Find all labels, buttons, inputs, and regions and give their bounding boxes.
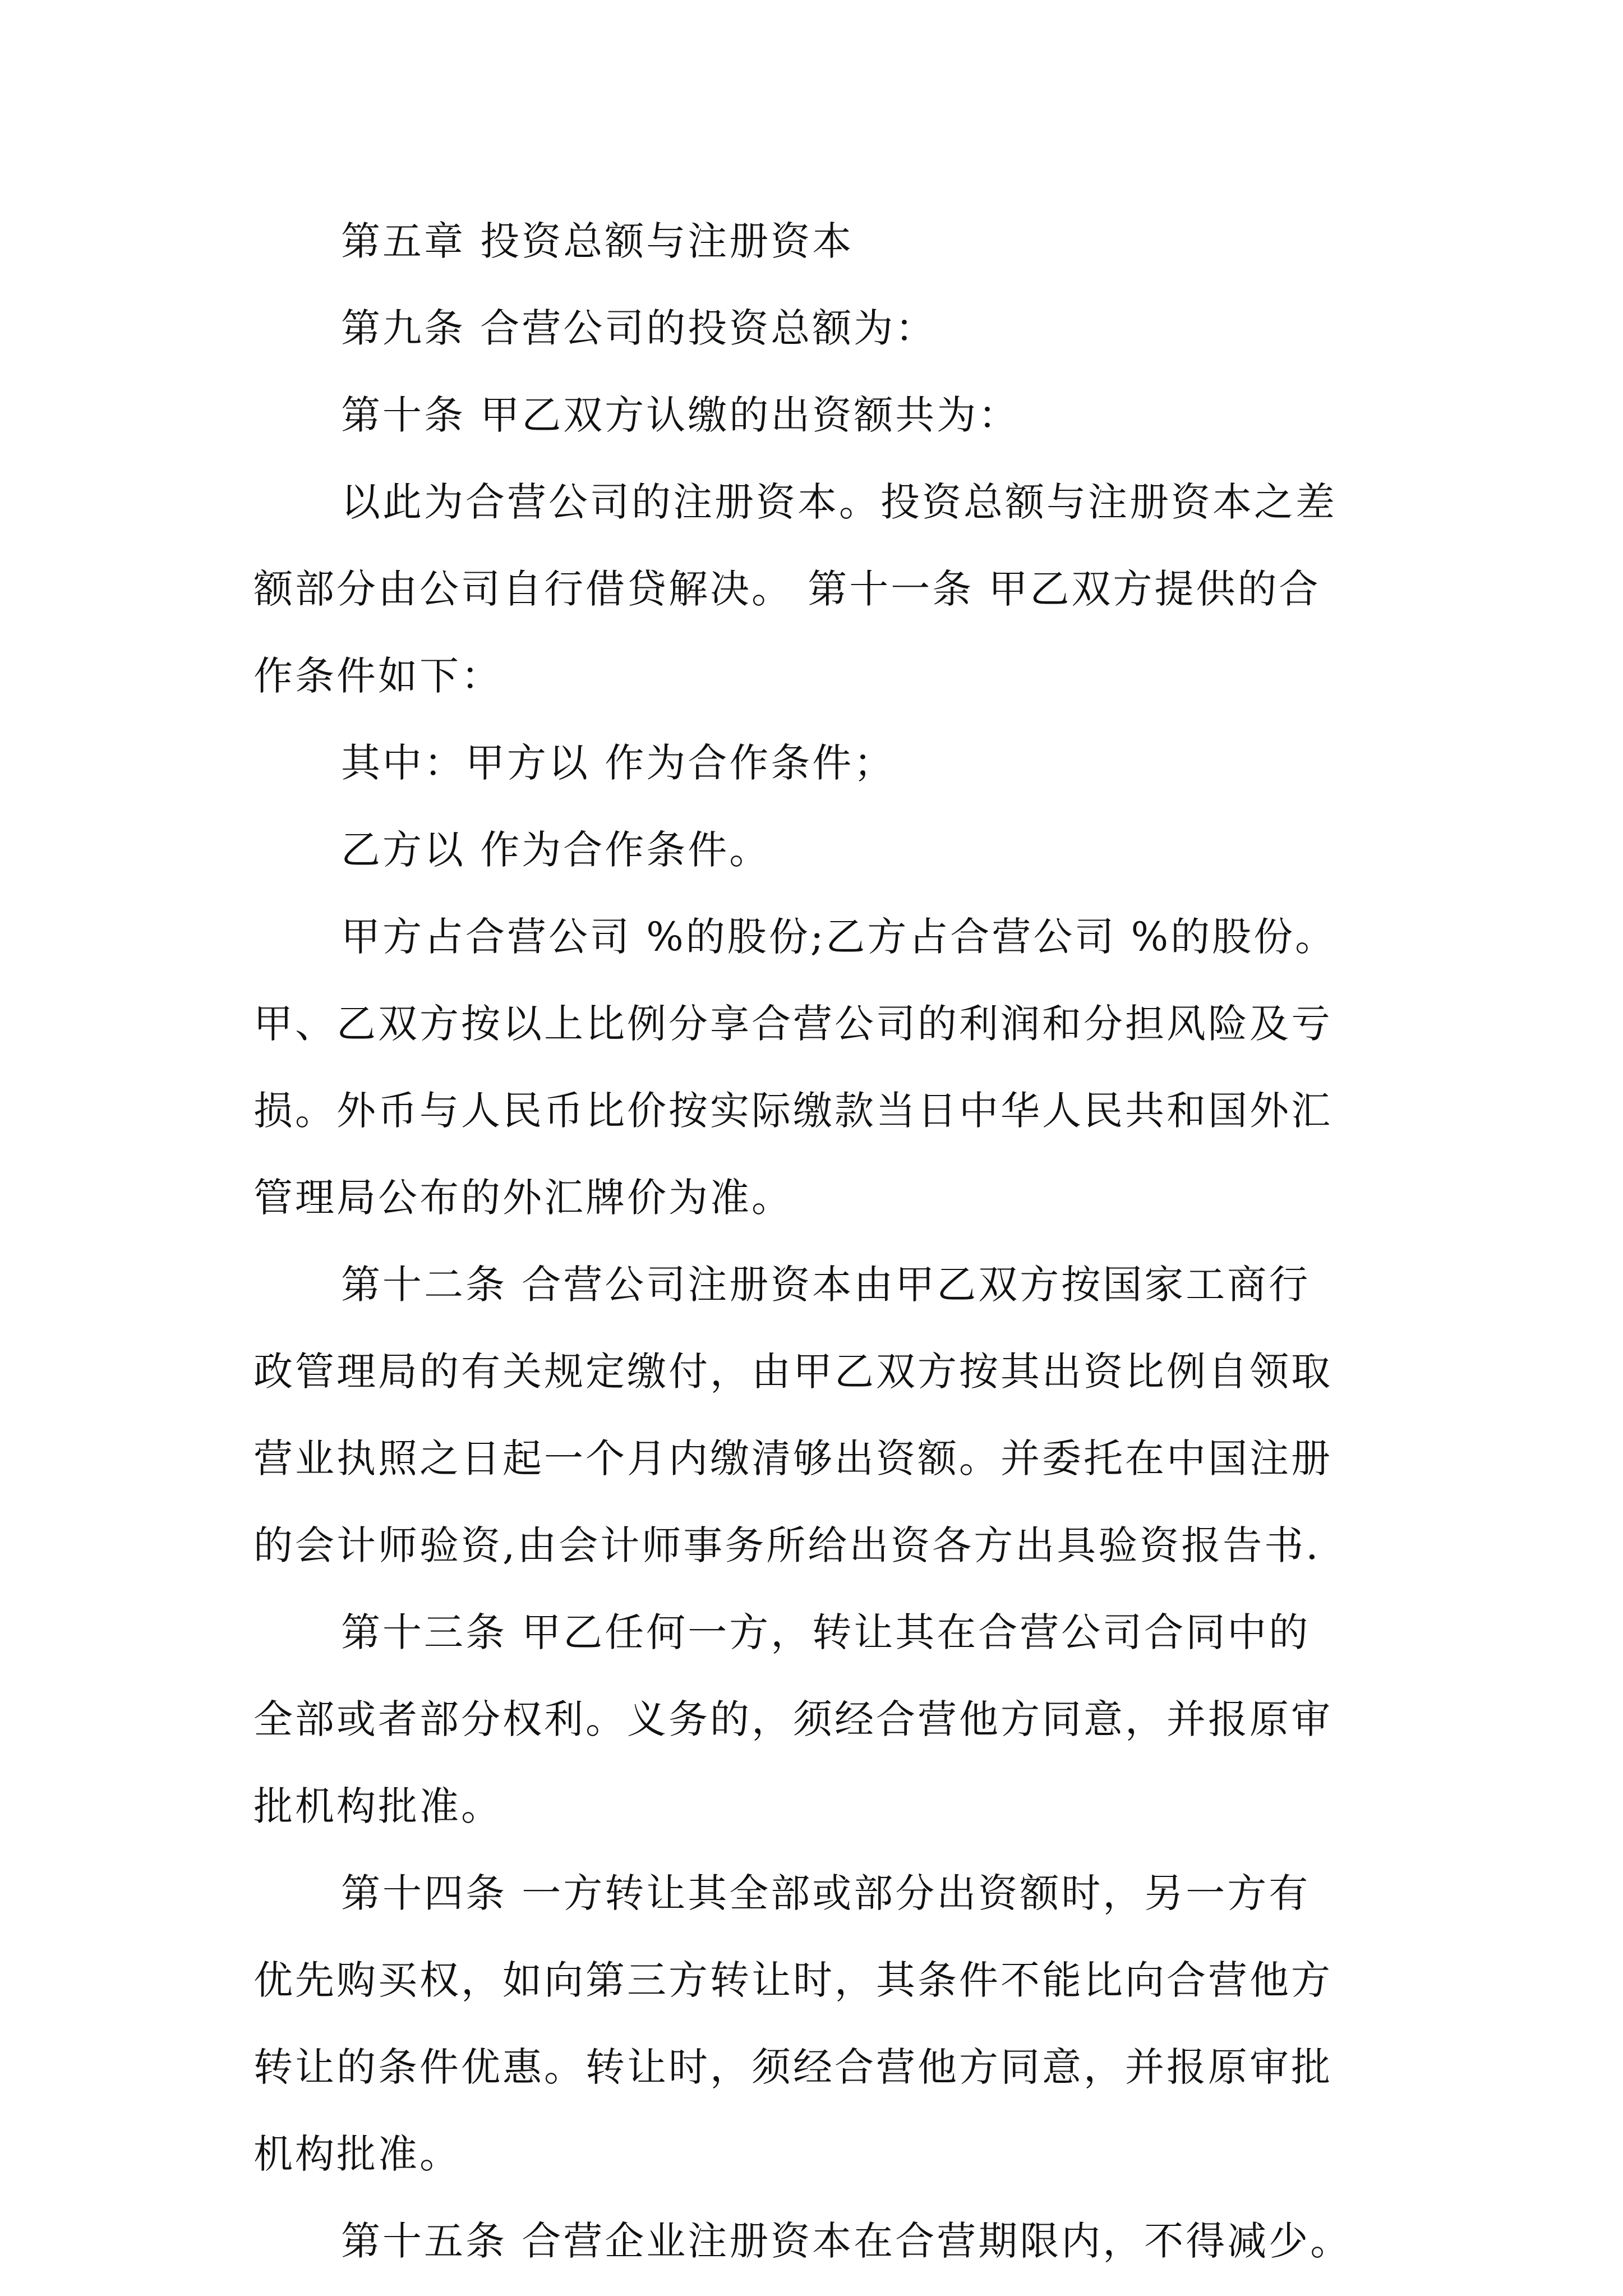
text-line: 全部或者部分权利。义务的，须经合营他方同意，并报原审 <box>253 1696 1332 1742</box>
text-line: 甲、乙双方按以上比例分享合营公司的利润和分担风险及亏 <box>253 1001 1332 1047</box>
text-line: 政管理局的有关规定缴付，由甲乙双方按其出资比例自领取 <box>253 1349 1332 1395</box>
text-line: 机构批准。 <box>253 2131 461 2177</box>
text-line: 第九条 合营公司的投资总额为： <box>341 305 937 351</box>
text-line: 管理局公布的外汇牌价为准。 <box>253 1175 793 1221</box>
text-line: 优先购买权，如向第三方转让时，其条件不能比向合营他方 <box>253 1957 1332 2003</box>
document-body <box>253 198 1375 2285</box>
text-line: 作条件如下： <box>253 653 502 699</box>
text-line: 的会计师验资,由会计师事务所给出资各方出具验资报告书. <box>253 1522 1321 1568</box>
text-line: 第十三条 甲乙任何一方，转让其在合营公司合同中的 <box>341 1609 1311 1655</box>
text-line: 批机构批准。 <box>253 1783 502 1829</box>
text-line: 其中：甲方以 作为合作条件； <box>341 740 896 786</box>
text-line: 损。外币与人民币比价按实际缴款当日中华人民共和国外汇 <box>253 1088 1332 1134</box>
text-line: 乙方以 作为合作条件。 <box>341 827 771 873</box>
text-line: 第十条 甲乙双方认缴的出资额共为： <box>341 392 1020 438</box>
text-line: 甲方占合营公司 %的股份;乙方占合营公司 %的股份。 <box>341 914 1337 960</box>
text-line: 第十五条 合营企业注册资本在合营期限内，不得减少。 <box>341 2218 1352 2264</box>
text-line: 以此为合营公司的注册资本。投资总额与注册资本之差 <box>341 479 1337 525</box>
text-line: 第十二条 合营公司注册资本由甲乙双方按国家工商行 <box>341 1262 1311 1308</box>
text-line: 营业执照之日起一个月内缴清够出资额。并委托在中国注册 <box>253 1435 1332 1481</box>
text-line: 第五章 投资总额与注册资本 <box>341 218 854 264</box>
text-line: 转让的条件优惠。转让时，须经合营他方同意，并报原审批 <box>253 2044 1332 2090</box>
text-line: 额部分由公司自行借贷解决。 第十一条 甲乙双方提供的合 <box>253 566 1321 612</box>
text-line: 第十四条 一方转让其全部或部分出资额时，另一方有 <box>341 1870 1311 1916</box>
